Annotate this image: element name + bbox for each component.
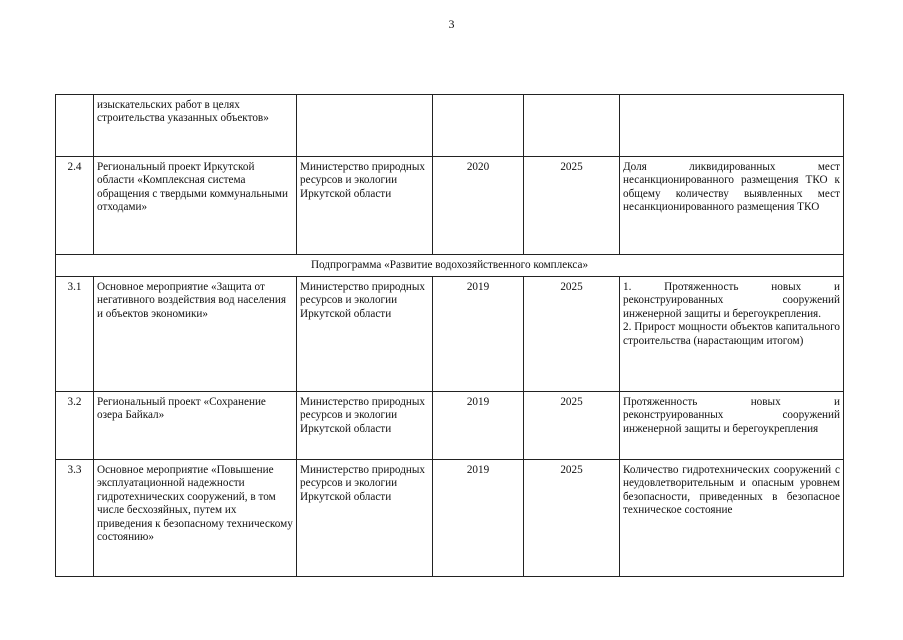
row-number: 3.2 xyxy=(56,392,94,460)
end-year: 2025 xyxy=(524,460,620,577)
subprogram-title: Подпрограмма «Развитие водохозяйственного комплекса» xyxy=(56,255,844,277)
program-table xyxy=(55,94,844,577)
indicators xyxy=(620,157,844,255)
end-year xyxy=(524,95,620,157)
start-year: 2019 xyxy=(433,277,524,392)
end-year: 2025 xyxy=(524,392,620,460)
row-number: 2.4 xyxy=(56,157,94,255)
executor: Министерство природных ресурсов и экологии Иркутской области xyxy=(297,157,433,255)
row-number xyxy=(56,95,94,157)
indicator-item: 1. Протяженность новых и реконструированных сооружений инженерной защиты и берегоукрепления. xyxy=(623,281,840,320)
end-year: 2025 xyxy=(524,277,620,392)
table-row xyxy=(56,95,844,157)
measure-name: Региональный проект Иркутской области «Комплексная система обращения с твердыми коммунальными отходами» xyxy=(94,157,297,255)
indicators xyxy=(620,95,844,157)
table-row xyxy=(56,157,844,255)
row-number: 3.3 xyxy=(56,460,94,577)
indicator-item: 2. Прирост мощности объектов капитального строительства (нарастающим итогом) xyxy=(623,321,840,347)
indicators xyxy=(620,460,844,577)
end-year: 2025 xyxy=(524,157,620,255)
page-number: 3 xyxy=(448,17,455,31)
measure-name: Региональный проект «Сохранение озера Байкал» xyxy=(94,392,297,460)
indicator-item: Доля ликвидированных мест несанкционированного размещения ТКО к общему количеству выявленных мест несанкционированного размещения ТКО xyxy=(623,161,840,214)
measure-name: Основное мероприятие «Повышение эксплуатационной надежности гидротехнических сооружений, в том числе бесхозяйных, путем их приведения к безопасному техническому состоянию» xyxy=(94,460,297,577)
indicators xyxy=(620,392,844,460)
start-year xyxy=(433,95,524,157)
start-year: 2020 xyxy=(433,157,524,255)
subprogram-row xyxy=(56,255,844,277)
start-year: 2019 xyxy=(433,392,524,460)
indicators xyxy=(620,277,844,392)
measure-name: Основное мероприятие «Защита от негативного воздействия вод населения и объектов экономики» xyxy=(94,277,297,392)
indicator-item: Протяженность новых и реконструированных сооружений инженерной защиты и берегоукрепления xyxy=(623,396,840,435)
executor xyxy=(297,95,433,157)
table-row xyxy=(56,392,844,460)
row-number: 3.1 xyxy=(56,277,94,392)
executor: Министерство природных ресурсов и экологии Иркутской области xyxy=(297,277,433,392)
start-year: 2019 xyxy=(433,460,524,577)
table-row xyxy=(56,277,844,392)
table-row xyxy=(56,460,844,577)
measure-name: изыскательских работ в целях строительства указанных объектов» xyxy=(94,95,297,157)
executor: Министерство природных ресурсов и экологии Иркутской области xyxy=(297,392,433,460)
executor: Министерство природных ресурсов и экологии Иркутской области xyxy=(297,460,433,577)
indicator-item: Количество гидротехнических сооружений с неудовлетворительным и опасным уровнем безопасности, приведенных в безопасное техническое состояние xyxy=(623,464,840,517)
